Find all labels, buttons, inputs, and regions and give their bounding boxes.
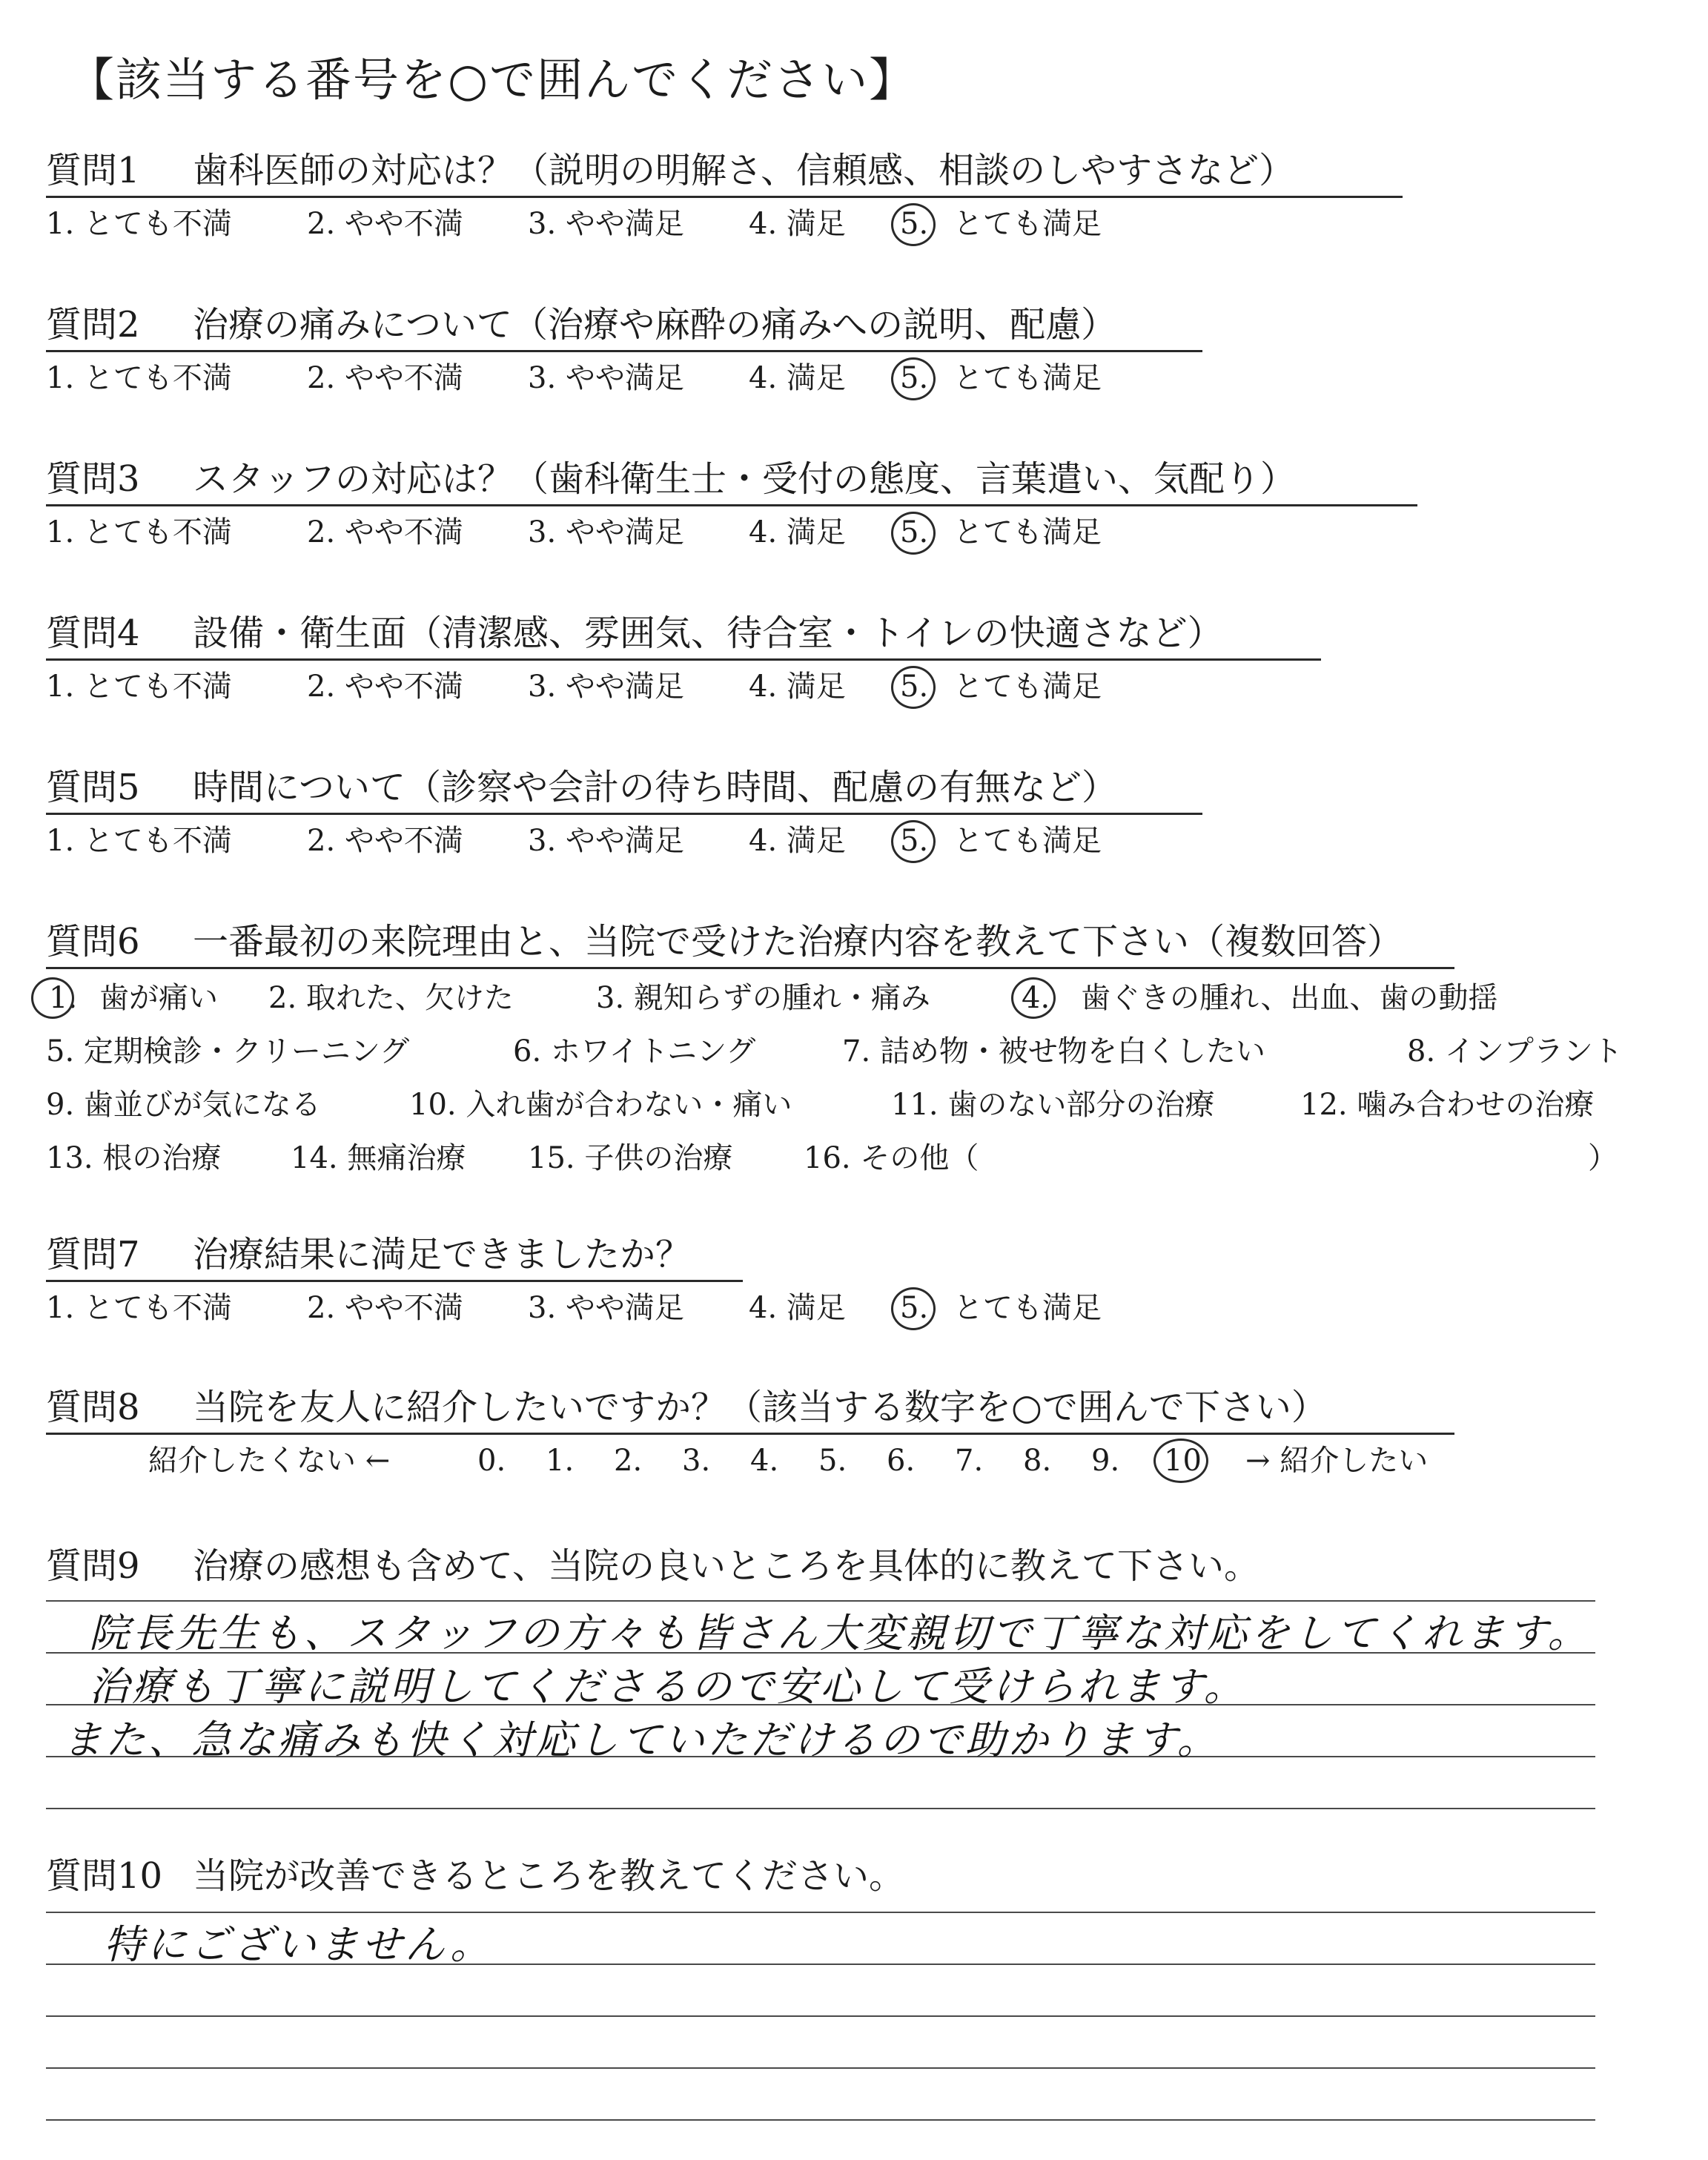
question-5-number: 質問5	[46, 767, 140, 808]
question-6-option-6[interactable]: 6. ホワイトニング	[513, 1034, 756, 1069]
question-6-option-4-circle	[1011, 977, 1056, 1019]
question-2-option-5-label: とても満足	[953, 361, 1102, 395]
question-5-option-2[interactable]: 2. やや不満	[307, 824, 463, 858]
question-10-writing-line	[46, 2067, 1595, 2069]
question-6-option-3[interactable]: 3. 親知らずの腫れ・痛み	[596, 981, 930, 1015]
question-4-option-1[interactable]: 1. とても不満	[46, 670, 232, 704]
question-3-option-3[interactable]: 3. やや満足	[528, 515, 684, 549]
question-1-option-5[interactable]: 5.	[900, 207, 929, 241]
question-6-option-4[interactable]: 4.	[1022, 981, 1050, 1015]
question-5-text: 時間について（診察や会計の待ち時間、配慮の有無など）	[193, 767, 1118, 808]
question-6-number: 質問6	[46, 921, 140, 962]
question-4-text: 設備・衛生面（清潔感、雰囲気、待合室・トイレの快適さなど）	[193, 612, 1223, 654]
question-3-text: スタッフの対応は？（歯科衛生士・受付の態度、言葉遣い、気配り）	[193, 458, 1297, 500]
question-7-option-3[interactable]: 3. やや満足	[528, 1291, 684, 1325]
question-3-option-5[interactable]: 5.	[900, 515, 929, 549]
question-2-option-4[interactable]: 4. 満足	[749, 361, 846, 395]
question-5-option-3[interactable]: 3. やや満足	[528, 824, 684, 858]
question-6-options-row-1	[46, 976, 1640, 1020]
question-3-options	[46, 510, 1158, 555]
question-5-option-5-label: とても満足	[953, 824, 1102, 858]
question-10-writing-line	[46, 2015, 1595, 2017]
question-6-option-7[interactable]: 7. 詰め物・被せ物を白くしたい	[842, 1034, 1265, 1069]
question-4-options	[46, 664, 1158, 709]
question-6-options-row-2	[46, 1029, 1640, 1074]
question-4-title	[46, 610, 1223, 657]
question-1-option-4[interactable]: 4. 満足	[749, 207, 846, 241]
question-8-scale-1[interactable]: 1.	[546, 1444, 575, 1478]
question-8-underline	[46, 1433, 1454, 1435]
question-2-title	[46, 301, 1116, 349]
question-2-number: 質問2	[46, 304, 140, 346]
question-8-selection-circle	[1153, 1439, 1208, 1483]
question-7-selection-circle	[891, 1287, 936, 1330]
question-6-option-10[interactable]: 10. 入れ歯が合わない・痛い	[409, 1088, 792, 1122]
question-8-scale-0[interactable]: 0.	[477, 1444, 506, 1478]
question-8-scale	[148, 1439, 1483, 1483]
question-6-options-row-3	[46, 1083, 1662, 1127]
question-8-left-label: 紹介したくない ←	[148, 1444, 391, 1478]
question-1-underline	[46, 196, 1403, 198]
question-7-text: 治療結果に満足できましたか？	[193, 1234, 692, 1275]
question-6-option-2[interactable]: 2. 取れた、欠けた	[268, 981, 514, 1015]
question-4-underline	[46, 658, 1321, 661]
question-1-option-3[interactable]: 3. やや満足	[528, 207, 684, 241]
question-3-underline	[46, 504, 1417, 506]
question-5-options	[46, 819, 1158, 863]
question-2-option-3[interactable]: 3. やや満足	[528, 361, 684, 395]
question-8-scale-10[interactable]: 10	[1164, 1444, 1202, 1478]
question-6-title	[46, 918, 1403, 965]
question-6-option-1-circle	[31, 977, 74, 1019]
question-8-text: 当院を友人に紹介したいですか？（該当する数字を○で囲んで下さい）	[193, 1387, 1327, 1428]
question-5-title	[46, 764, 1117, 811]
question-6-option-1-label: 歯が痛い	[99, 981, 218, 1015]
question-2-underline	[46, 350, 1202, 352]
page-title: 【該当する番号を○で囲んでください】	[68, 53, 917, 107]
question-9-writing-line	[46, 1808, 1595, 1809]
question-6-option-9[interactable]: 9. 歯並びが気になる	[46, 1088, 321, 1122]
question-7-option-2[interactable]: 2. やや不満	[307, 1291, 463, 1325]
question-7-options	[46, 1286, 1158, 1330]
question-6-option-15[interactable]: 15. 子供の治療	[528, 1141, 733, 1175]
question-4-option-5[interactable]: 5.	[900, 670, 929, 704]
question-1-selection-circle	[891, 203, 936, 246]
question-4-number: 質問4	[46, 612, 140, 654]
question-6-option-1[interactable]: 1.	[49, 981, 78, 1015]
question-2-option-2[interactable]: 2. やや不満	[307, 361, 463, 395]
question-2-options	[46, 356, 1158, 400]
question-10-title	[46, 1852, 904, 1900]
question-1-title	[46, 147, 1294, 194]
question-6-option-12[interactable]: 12. 噛み合わせの治療	[1300, 1088, 1595, 1122]
question-5-option-4[interactable]: 4. 満足	[749, 824, 846, 858]
question-8-title	[46, 1384, 1327, 1431]
question-5-option-5[interactable]: 5.	[900, 824, 929, 858]
question-7-underline	[46, 1280, 743, 1282]
question-1-text: 歯科医師の対応は？（説明の明解さ、信頼感、相談のしやすさなど）	[193, 150, 1295, 191]
question-7-title	[46, 1231, 691, 1278]
question-2-option-1[interactable]: 1. とても不満	[46, 361, 232, 395]
question-6-options-row-4	[46, 1136, 1662, 1180]
question-6-option-16-close: ）	[1588, 1141, 1618, 1175]
question-5-selection-circle	[891, 820, 936, 863]
question-4-selection-circle	[891, 666, 936, 709]
question-7-option-5[interactable]: 5.	[900, 1291, 929, 1325]
question-2-option-5[interactable]: 5.	[900, 361, 929, 395]
question-6-option-5[interactable]: 5. 定期検診・クリーニング	[46, 1034, 410, 1069]
question-7-option-4[interactable]: 4. 満足	[749, 1291, 846, 1325]
question-3-selection-circle	[891, 512, 936, 555]
question-3-option-5-label: とても満足	[953, 515, 1102, 549]
question-9-text: 治療の感想も含めて、当院の良いところを具体的に教えて下さい。	[193, 1545, 1260, 1587]
question-2-text: 治療の痛みについて（治療や麻酔の痛みへの説明、配慮）	[193, 304, 1117, 346]
question-8-scale-2[interactable]: 2.	[614, 1444, 643, 1478]
question-10-writing-line	[46, 2119, 1595, 2121]
question-6-underline	[46, 967, 1454, 969]
question-4-option-4[interactable]: 4. 満足	[749, 670, 846, 704]
question-7-option-1[interactable]: 1. とても不満	[46, 1291, 232, 1325]
question-6-option-16[interactable]: 16. その他（	[804, 1141, 979, 1175]
question-5-underline	[46, 813, 1202, 815]
question-6-text: 一番最初の来院理由と、当院で受けた治療内容を教えて下さい（複数回答）	[193, 921, 1403, 962]
question-10-answer-line-1[interactable]: 特にございません。	[104, 1921, 494, 1968]
question-7-number: 質問7	[46, 1234, 140, 1275]
question-9-number: 質問9	[46, 1545, 140, 1587]
question-8-scale-3[interactable]: 3.	[682, 1444, 711, 1478]
question-5-option-1[interactable]: 1. とても不満	[46, 824, 232, 858]
question-7-option-5-label: とても満足	[953, 1291, 1102, 1325]
question-8-number: 質問8	[46, 1387, 140, 1428]
question-9-answer-line-3[interactable]: また、急な痛みも快く対応していただけるので助かります。	[62, 1717, 1220, 1763]
question-3-number: 質問3	[46, 458, 140, 500]
question-9-answer-line-1[interactable]: 院長先生も、スタッフの方々も皆さん大変親切で丁寧な対応をしてくれます。	[89, 1610, 1591, 1657]
question-8-right-label: → 紹介したい	[1245, 1444, 1429, 1478]
question-1-option-2[interactable]: 2. やや不満	[307, 207, 463, 241]
question-4-option-3[interactable]: 3. やや満足	[528, 670, 684, 704]
question-2-selection-circle	[891, 357, 936, 400]
question-4-option-2[interactable]: 2. やや不満	[307, 670, 463, 704]
question-1-number: 質問1	[46, 150, 140, 191]
question-8-scale-4[interactable]: 4.	[750, 1444, 779, 1478]
question-8-scale-5[interactable]: 5.	[818, 1444, 847, 1478]
question-6-option-8[interactable]: 8. インプラント	[1407, 1034, 1623, 1069]
question-9-title	[46, 1542, 1260, 1590]
question-3-option-4[interactable]: 4. 満足	[749, 515, 846, 549]
question-10-number: 質問10	[46, 1855, 163, 1897]
question-6-option-4-label: 歯ぐきの腫れ、出血、歯の動揺	[1081, 981, 1498, 1015]
question-6-option-11[interactable]: 11. 歯のない部分の治療	[891, 1088, 1215, 1122]
question-8-scale-8[interactable]: 8.	[1023, 1444, 1052, 1478]
question-1-options	[46, 202, 1158, 246]
question-1-option-5-label: とても満足	[953, 207, 1102, 241]
question-6-option-14[interactable]: 14. 無痛治療	[291, 1141, 466, 1175]
question-8-scale-7[interactable]: 7.	[955, 1444, 984, 1478]
question-9-answer-line-2[interactable]: 治療も丁寧に説明してくださるので安心して受けられます。	[89, 1663, 1247, 1710]
question-3-option-1[interactable]: 1. とても不満	[46, 515, 232, 549]
question-8-scale-6[interactable]: 6.	[887, 1444, 916, 1478]
question-10-text: 当院が改善できるところを教えてください。	[193, 1855, 905, 1897]
question-8-scale-9[interactable]: 9.	[1091, 1444, 1120, 1478]
question-6-option-13[interactable]: 13. 根の治療	[46, 1141, 222, 1175]
question-3-option-2[interactable]: 2. やや不満	[307, 515, 463, 549]
question-3-title	[46, 455, 1296, 503]
question-1-option-1[interactable]: 1. とても不満	[46, 207, 232, 241]
question-4-option-5-label: とても満足	[953, 670, 1102, 704]
